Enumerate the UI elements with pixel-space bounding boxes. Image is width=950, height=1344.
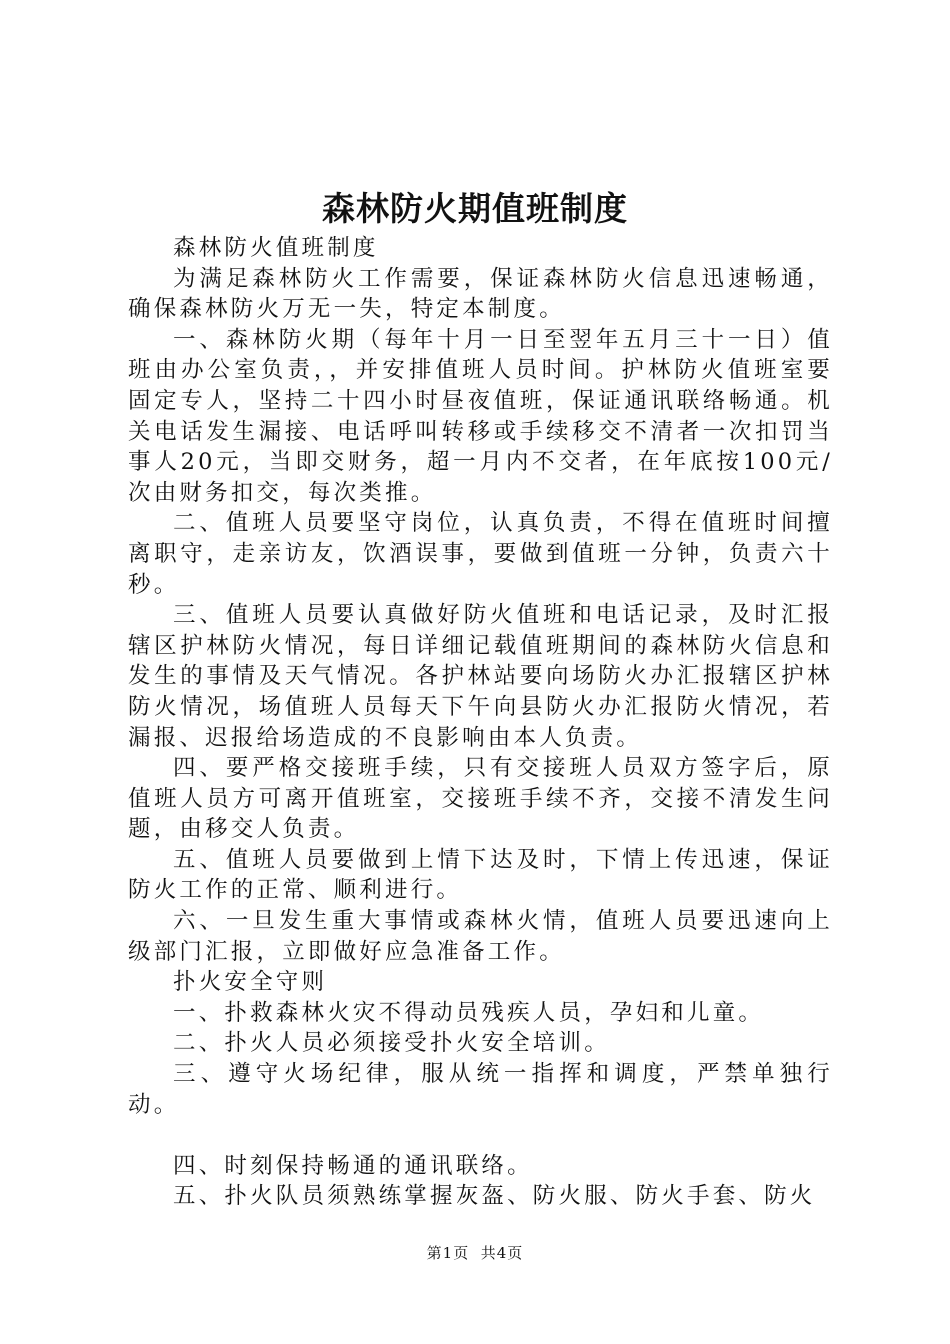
footer-separator [469,1244,481,1262]
rule-paragraph-3: 三、值班人员要认真做好防火值班和电话记录，及时汇报辖区护林防火情况，每日详细记载值班期间的森林防火信息和发生的事情及天气情况。各护林站要向场防火办汇报辖区护林防火情况，场值班人员每天下午向县防火办汇报防火情况，若漏报、迟报给场造成的不良影响由本人负责。 [128,602,833,751]
intro-paragraph: 为满足森林防火工作需要，保证森林防火信息迅速畅通，确保森林防火万无一失，特定本制度。 [128,265,833,323]
rule-paragraph-4: 四、要严格交接班手续，只有交接班人员双方签字后，原值班人员方可离开值班室，交接班手续不齐，交接不清发生问题，由移交人负责。 [128,755,833,843]
safety-rule-4: 四、时刻保持畅通的通讯联络。 [173,1152,533,1179]
page-footer [0,1242,950,1263]
section-heading-duty: 森林防火值班制度 [173,235,379,261]
safety-rule-3: 三、遵守火场纪律，服从统一指挥和调度，严禁单独行动。 [128,1061,833,1118]
rule-paragraph-2: 二、值班人员要坚守岗位，认真负责，不得在值班时间擅离职守，走亲访友，饮酒误事，要做到值班一分钟，负责六十秒。 [128,510,833,598]
paragraph-gap [128,1120,833,1151]
document-title: 森林防火期值班制度 [322,189,628,228]
rule-paragraph-1: 一、森林防火期（每年十月一日至翌年五月三十一日）值班由办公室负责，，并安排值班人员时间。护林防火值班室要固定专人，坚持二十四小时昼夜值班，保证通讯联络畅通。机关电话发生漏接、电话呼叫转移或手续移交不清者一次扣罚当事人20元，当即交财务，超一月内不交者，在年底按100元/次由财务扣交，每次类推。 [128,326,833,506]
rule-paragraph-5: 五、值班人员要做到上情下达及时，下情上传迅速，保证防火工作的正常、顺利进行。 [128,846,833,904]
safety-rule-5: 五、扑火队员须熟练掌握灰盔、防火服、防火手套、防火 [173,1183,816,1210]
safety-rule-1: 一、扑救森林火灾不得动员残疾人员，孕妇和儿童。 [173,999,765,1026]
rule-paragraph-6: 六、一旦发生重大事情或森林火情，值班人员要迅速向上级部门汇报，立即做好应急准备工作。 [128,908,833,965]
page-number: 第1页 [426,1244,470,1262]
section-heading-safety: 扑火安全守则 [173,969,328,996]
page-total: 共4页 [480,1244,524,1262]
document-body [128,233,833,1212]
safety-rule-2: 二、扑火人员必须接受扑火安全培训。 [173,1030,610,1057]
